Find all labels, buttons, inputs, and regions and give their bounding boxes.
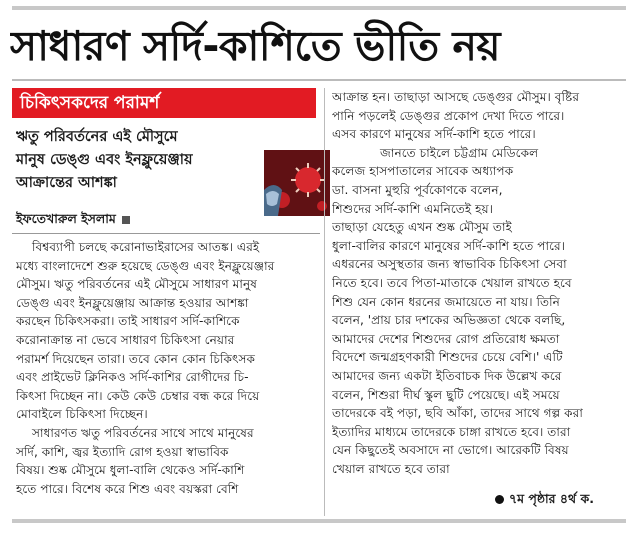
body-line: পরামর্শ দিয়েছেন তারা। তবে কোন কোন চিকিৎসক — [16, 351, 256, 366]
body-line: কলেজ হাসপাতালের সাবেক অধ্যাপক — [332, 164, 514, 179]
virus-illustration-icon — [264, 150, 330, 216]
headline-divider — [12, 79, 626, 81]
byline — [16, 211, 130, 231]
left-column — [12, 88, 320, 516]
continued-text: ৭ম পৃষ্ঠার ৪র্থ ক. — [509, 491, 594, 506]
bottom-rule — [12, 519, 626, 523]
body-line: বলেন, শিশুরা দীর্ঘ স্কুল ছুটি পেয়েছে। এই সময়ে — [332, 387, 560, 402]
byline-rule — [12, 233, 320, 234]
subhead-line: ঋতু পরিবর্তনের এই মৌসুমে — [16, 129, 178, 145]
body-line: মৌসুম। ঋতু পরিবর্তনের এই মৌসুমে সাধারণ মানুষ — [16, 277, 257, 292]
body-line: এবং প্রাইভেট ক্লিনিকও সর্দি-কাশির রোগীদের চি- — [16, 370, 249, 385]
body-line: আমাদের জন্য একটা ইতিবাচক দিক উল্লেখ করে — [332, 368, 562, 383]
right-column — [332, 88, 632, 478]
body-line: মধ্যে বাংলাদেশে শুরু হয়েছে ডেঙ্গু এবং ইনফ্লুয়েঞ্জার — [16, 258, 275, 273]
body-line: আমাদের দেশের শিশুদের রোগ প্রতিরোধ ক্ষমতা — [332, 331, 560, 346]
body-line: নিতে হবে। তবে পিতা-মাতাকে খেয়াল রাখতে হবে — [332, 275, 572, 290]
body-line: এসব কারণে মানুষের সর্দি-কাশি হতে পারে। — [332, 127, 536, 142]
body-line: যেন কিছুতেই অবসাদে না ভোগে। আরেকটি বিষয় — [332, 443, 569, 458]
byline-square-icon — [122, 216, 130, 224]
top-rule — [12, 6, 626, 10]
body-line: খেয়াল রাখতে হবে তারা — [332, 461, 450, 476]
body-line: ইত্যাদির মাধ্যমে তাদেরকে চাঙ্গা রাখতে হবে। তারা — [332, 424, 571, 439]
body-line: কিৎসা দিচ্ছেন না। কেউ কেউ চেম্বার বন্ধ করে দিয়ে — [16, 388, 260, 403]
bullet-dot-icon — [495, 495, 504, 504]
body-line: আক্রান্ত হন। তাছাড়া আসছে ডেঙ্গুর মৌসুম। বৃষ্টির — [332, 90, 580, 104]
body-line: শিশুদের সর্দি-কাশি এমনিতেই হয়। — [332, 201, 494, 216]
subhead-line: মানুষ ডেঙ্গু এবং ইনফ্লুয়েঞ্জায় — [16, 152, 193, 168]
body-line: মোবাইলে চিকিৎসা দিচ্ছেন। — [16, 407, 148, 422]
body-line: ডেঙ্গু এবং ইনফ্লুয়েঞ্জায় আক্রান্ত হওয়ার আশঙ্কা — [16, 295, 249, 310]
body-line: পানি পড়লেই ডেঙ্গুর প্রকোপ দেখা দিতে পারে। — [332, 108, 565, 123]
body-line: ডা. বাসনা মুহুরি পূর্বকোণকে বলেন, — [332, 182, 503, 197]
body-line: তাদেরকে বই পড়া, ছবি আঁকা, তাদের সাথে গল্প করা — [332, 406, 583, 421]
body-line: ধুলা-বালির কারণে মানুষের সর্দি-কাশি হতে পারে। — [332, 238, 566, 253]
subhead-line: আক্রান্তের আশঙ্কা — [16, 175, 117, 191]
body-line: বিশ্বব্যাপী চলছে করোনাভাইরাসের আতঙ্ক। এরই — [32, 240, 260, 254]
body-line: এধরনের অসুস্থতার জন্য স্বাভাবিক চিকিৎসা সেবা — [332, 257, 567, 272]
body-line: সাধারণত ঋতু পরিবর্তনের সাথে সাথে মানুষের — [32, 425, 254, 440]
left-body-text — [16, 238, 320, 498]
author-name: ইফতেখারুল ইসলাম — [16, 211, 116, 226]
headline: সাধারণ সর্দি-কাশিতে ভীতি নয় — [10, 22, 501, 70]
body-line: বিদেশে জন্মগ্রহণকারী শিশুদের চেয়ে বেশি।' এটি — [332, 350, 563, 365]
subheadline — [16, 126, 266, 195]
body-line: করছেন চিকিৎসকরা। তাই সাধারণ সর্দি-কাশিকে — [16, 314, 240, 329]
section-tag: চিকিৎসকদের পরামর্শ — [12, 88, 316, 118]
body-line: শিশু যেন কোন ধরনের জমায়েতে না যায়। তিনি — [332, 294, 560, 309]
column-divider — [324, 88, 325, 516]
body-line: সর্দি, কাশি, জ্বর ইত্যাদি রোগ হওয়া স্বাভাবিক — [16, 444, 229, 459]
body-line: তাছাড়া যেহেতু এখন শুষ্ক মৌসুম তাই — [332, 220, 512, 235]
body-line: বিষয়। শুষ্ক মৌসুমে ধুলা-বালি থেকেও সর্দি-কাশি — [16, 463, 245, 478]
body-line: জানতে চাইলে চট্টগ্রাম মেডিকেল — [380, 145, 539, 160]
body-line: করোনাক্রান্ত না ভেবে সাধারণ চিকিৎসা নেয়ার — [16, 332, 235, 347]
body-line: বলেন, 'প্রায় চার দশকের অভিজ্ঞতা থেকে বলছি, — [332, 313, 566, 328]
body-line: হতে পারে। বিশেষ করে শিশু এবং বয়স্করা বেশি — [16, 481, 239, 496]
continued-note — [495, 491, 594, 511]
